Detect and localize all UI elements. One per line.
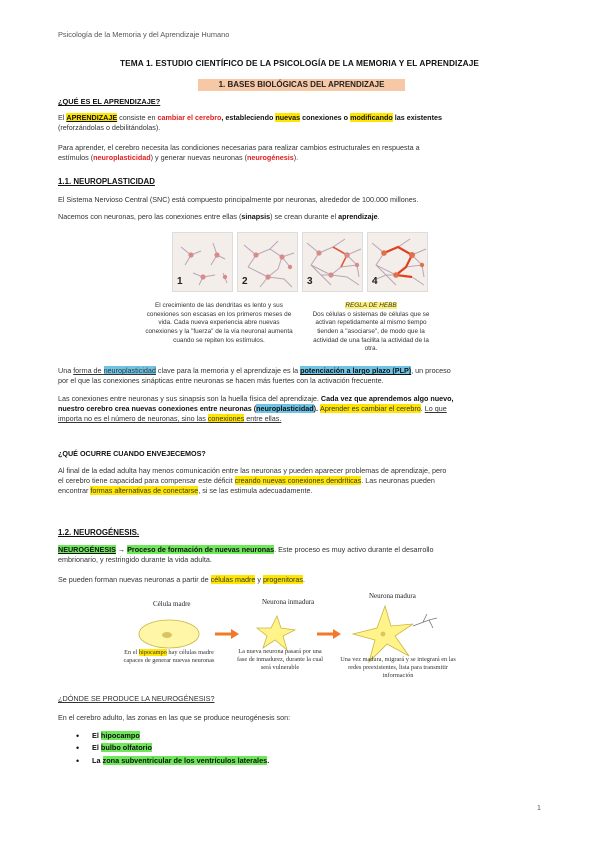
text: ) y generar nuevas neuronas ( bbox=[150, 153, 247, 163]
text: consiste en bbox=[117, 113, 158, 122]
text: . bbox=[302, 575, 305, 584]
text: clave para la memoria y el aprendizaje es la bbox=[155, 366, 301, 375]
question-donde-neurogenesis bbox=[58, 694, 540, 704]
caption-immature-neuron: La nueva neurona pasará por una fase de inmadurez, durante la cual será vulnerable bbox=[237, 648, 324, 672]
line: por el que las conexiones sinápticas entre neuronas se hacen más fuertes con la activación frecuente. bbox=[58, 376, 384, 386]
stem-cell-nucleus bbox=[162, 632, 172, 638]
line bbox=[58, 113, 540, 123]
text: La bbox=[92, 755, 103, 765]
panel-number: 4 bbox=[372, 275, 378, 287]
figure-panel-1 bbox=[172, 232, 233, 292]
arrow-head-icon bbox=[231, 629, 239, 639]
question-heading: ¿QUÉ ES EL APRENDIZAJE? bbox=[58, 97, 161, 106]
figure-panel-4 bbox=[367, 232, 428, 292]
panel-number: 2 bbox=[242, 275, 248, 287]
highlight-conexiones-dendriticas: creando nuevas conexiones dendríticas bbox=[234, 476, 362, 486]
question-heading: ¿QUÉ OCURRE CUANDO ENVEJECEMOS? bbox=[58, 449, 206, 458]
line: Para aprender, el cerebro necesita las condiciones necesarias para realizar cambios estructurales en respuesta a bbox=[58, 143, 420, 152]
subsection-heading-neuroplasticidad bbox=[58, 176, 540, 187]
line bbox=[58, 486, 540, 496]
hebb-rule-title: REGLA DE HEBB bbox=[345, 302, 397, 309]
text: El bbox=[92, 743, 101, 753]
highlight-progenitoras: progenitoras bbox=[262, 575, 303, 584]
text: Las conexiones entre neuronas y sus sinapsis son la huella física del aprendizaje. bbox=[58, 394, 321, 403]
highlight-conexiones: conexiones bbox=[207, 414, 245, 424]
heading-text: 1.1. NEUROPLASTICIDAD bbox=[58, 177, 155, 186]
text: las existentes bbox=[392, 113, 442, 122]
highlight-formas-alternativas: formas alternativas de conectarse bbox=[90, 486, 199, 496]
text: ). bbox=[293, 153, 299, 163]
text: . Este proceso es muy activo durante el desarrollo bbox=[274, 545, 434, 554]
text: El bbox=[58, 113, 67, 122]
figure-panel-2 bbox=[237, 232, 298, 292]
highlight-zona-subventricular: zona subventricular de los ventrículos laterales bbox=[102, 755, 268, 765]
heading-text: 1.2. NEUROGÉNESIS. bbox=[58, 528, 140, 537]
highlight-aprender-es-cambiar: Aprender es cambiar el cerebro bbox=[320, 404, 421, 414]
line: embrionario, y restringido durante la vida adulta. bbox=[58, 555, 212, 565]
line bbox=[58, 414, 540, 424]
text: Lo que bbox=[424, 404, 447, 414]
paragraph-definicion-neurogenesis bbox=[58, 545, 540, 565]
label-immature-neuron: Neurona inmadura bbox=[262, 598, 315, 606]
paragraph-huella-fisica bbox=[58, 394, 540, 425]
text: nuestro cerebro crea nuevas conexiones entre neuronas ( bbox=[58, 404, 257, 414]
term-neuroplasticidad: neuroplasticidad bbox=[93, 153, 151, 163]
label-mature-neuron: Neurona madura bbox=[369, 592, 416, 600]
highlight-hipocampo-fig: hipocampo bbox=[138, 649, 167, 656]
question-heading: ¿DÓNDE SE PRODUCE LA NEUROGÉNESIS? bbox=[58, 694, 215, 703]
line bbox=[58, 476, 540, 486]
text: conexiones o bbox=[300, 113, 351, 122]
panel-number: 1 bbox=[177, 275, 183, 287]
text: . bbox=[377, 212, 380, 221]
highlight-neuroplasticidad: neuroplasticidad bbox=[103, 366, 156, 375]
highlight-proceso-formacion: Proceso de formación de nuevas neuronas bbox=[127, 545, 275, 554]
text: El bbox=[92, 731, 101, 740]
hebb-rule-text: Dos células o sistemas de células que se activan repetidamente al mismo tiempo tienden a "asociarse", de modo que la actividad de una facilita la actividad de la otra. bbox=[312, 310, 430, 353]
document-title: TEMA 1. ESTUDIO CIENTÍFICO DE LA PSICOLOGÍA DE LA MEMORIA Y EL APRENDIZAJE bbox=[119, 58, 480, 68]
line bbox=[58, 366, 540, 376]
axon-branch-icon bbox=[413, 614, 437, 628]
text: estímulos ( bbox=[58, 153, 94, 163]
highlight-bulbo-olfatorio: bulbo olfatorio bbox=[100, 743, 152, 753]
figure-caption-hebb bbox=[312, 302, 430, 354]
term-aprendizaje: APRENDIZAJE bbox=[66, 113, 118, 122]
text: Una bbox=[58, 366, 74, 375]
text: , estableciendo bbox=[221, 113, 276, 122]
line bbox=[58, 404, 540, 414]
line bbox=[58, 545, 540, 555]
term-sinapsis: sinapsis bbox=[241, 212, 271, 221]
neurogenesis-figure bbox=[117, 592, 477, 682]
text: el cerebro tiene capacidad para compensar este déficit bbox=[58, 476, 235, 486]
arrow-head-icon bbox=[333, 629, 341, 639]
paragraph-sinapsis bbox=[58, 212, 540, 222]
text: , un proceso bbox=[411, 366, 451, 375]
term-neurogenesis: neurogénesis bbox=[246, 153, 294, 163]
paragraph-snc: El Sistema Nervioso Central (SNC) está compuesto principalmente por neuronas, alrededor de 100.000 millones. bbox=[58, 195, 419, 204]
text: . Las neuronas pueden bbox=[361, 476, 435, 486]
list-item bbox=[74, 731, 556, 741]
text: y bbox=[255, 575, 263, 584]
line bbox=[58, 394, 540, 404]
line: Al final de la edad adulta hay menos comunicación entre las neuronas y pueden aparecer problemas de aprendizaje, pero bbox=[58, 466, 447, 475]
text: ). bbox=[313, 404, 321, 414]
text: hay células madre capaces de generar nuevas neuronas bbox=[123, 649, 215, 665]
text: encontrar bbox=[58, 486, 91, 496]
text: Nacemos con neuronas, pero las conexiones entre ellas ( bbox=[58, 212, 242, 221]
text: forma de bbox=[73, 366, 104, 375]
question-envejecemos bbox=[58, 449, 540, 459]
section-heading-bases: 1. BASES BIOLÓGICAS DEL APRENDIZAJE bbox=[198, 79, 405, 91]
paragraph-zonas: En el cerebro adulto, las zonas en las que se produce neurogénesis son: bbox=[58, 713, 291, 722]
figure-panel-3 bbox=[302, 232, 363, 292]
paragraph-envejecimiento bbox=[58, 466, 540, 497]
caption-stem-cell bbox=[119, 649, 219, 665]
panel-number: 3 bbox=[307, 275, 313, 287]
text: importa no es el número de neuronas, sino las bbox=[58, 414, 208, 424]
text: entre ellas. bbox=[244, 414, 282, 424]
dendrite-growth-figure bbox=[172, 232, 428, 292]
text: , si se las estimula adecuadamente. bbox=[198, 486, 313, 496]
paragraph-plp bbox=[58, 366, 540, 386]
highlight-modificando: modificando bbox=[350, 113, 393, 122]
text: . bbox=[267, 755, 270, 765]
neurogenesis-zones-list bbox=[74, 731, 556, 768]
list-item bbox=[74, 756, 556, 766]
paragraph-celulas-madre bbox=[58, 575, 540, 585]
highlight-neuroplasticidad-2: neuroplasticidad bbox=[256, 404, 314, 414]
list-item bbox=[74, 743, 556, 753]
question-que-es-aprendizaje bbox=[58, 97, 540, 108]
paragraph-condiciones bbox=[58, 143, 540, 163]
subsection-heading-neurogenesis bbox=[58, 527, 540, 538]
paragraph-definicion-aprendizaje bbox=[58, 113, 540, 133]
mature-neuron-nucleus bbox=[381, 632, 386, 637]
text: En el bbox=[124, 649, 139, 656]
immature-neuron-shape bbox=[257, 616, 295, 650]
term-neurogenesis-2: NEUROGÉNESIS bbox=[58, 545, 116, 554]
line bbox=[58, 153, 540, 163]
arrow-icon: → bbox=[115, 545, 128, 554]
highlight-nuevas: nuevas bbox=[275, 113, 301, 122]
text: . bbox=[420, 404, 425, 414]
text: Se pueden forman nuevas neuronas a partir de bbox=[58, 575, 211, 584]
highlight-celulas-madre: células madre bbox=[210, 575, 256, 584]
running-header: Psicología de la Memoria y del Aprendizaje Humano bbox=[58, 30, 230, 39]
figure-caption-dendritas: El crecimiento de las dendritas es lento y sus conexiones son escasas en los primeros meses de vida. Cada nueva experiencia abre nuevas conexiones y la "fuerza" de la vía neuronal aumenta cuando se repiten los estímulos. bbox=[145, 302, 293, 344]
text: ) se crean durante el bbox=[270, 212, 339, 221]
highlight-hipocampo: hipocampo bbox=[100, 731, 140, 740]
text: Cada vez que aprendemos algo nuevo, bbox=[320, 394, 454, 403]
term-aprendizaje-2: aprendizaje bbox=[338, 212, 378, 221]
caption-mature-neuron: Una vez madura, migrará y se integrará en las redes preexistentes, lista para transmitir información bbox=[340, 656, 456, 680]
label-stem-cell: Célula madre bbox=[153, 600, 191, 608]
highlight-plp: potenciación a largo plazo (PLP) bbox=[300, 366, 412, 375]
line: (reforzándolas o debilitándolas). bbox=[58, 123, 161, 133]
page-number: 1 bbox=[537, 805, 541, 812]
highlight-cambiar-cerebro: cambiar el cerebro bbox=[157, 113, 222, 122]
